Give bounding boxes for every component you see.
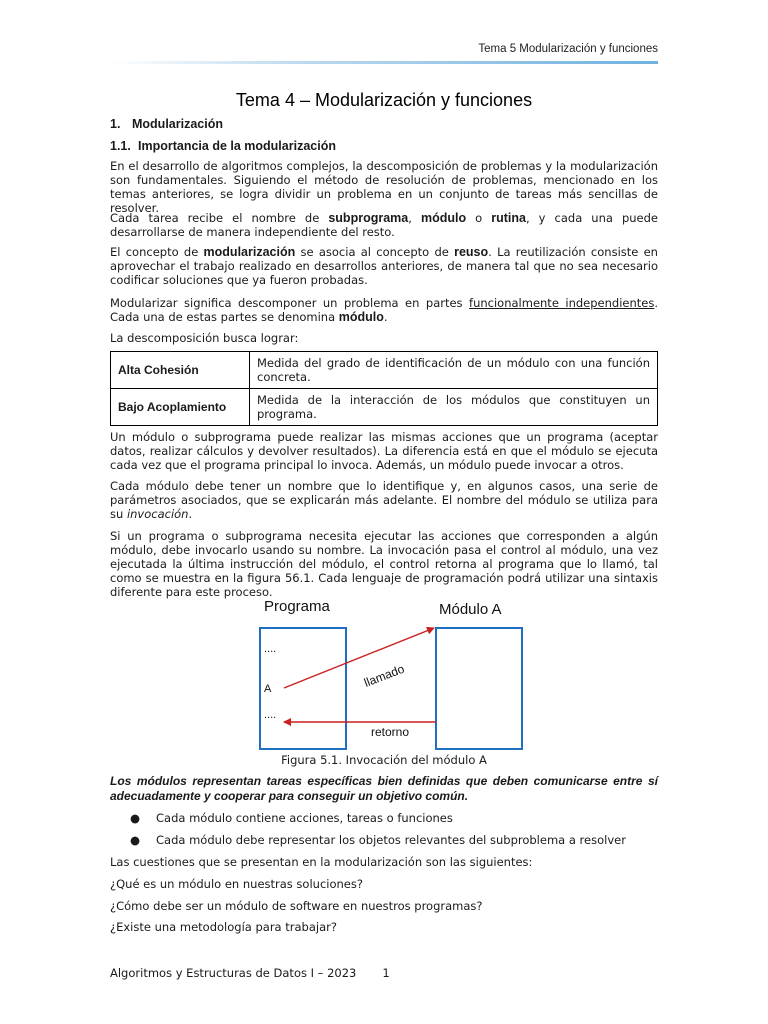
table-cell-description: Medida de la interacción de los módulos que constituyen un programa. [250, 389, 658, 426]
list-item [130, 811, 453, 825]
page-number: 1 [382, 966, 390, 980]
paragraph-module-name [110, 479, 658, 521]
paragraph-goals-intro [110, 331, 658, 345]
subsection-title: Importancia de la modularización [138, 139, 336, 153]
paragraph-reuse [110, 245, 658, 287]
dots-bottom: .... [264, 709, 277, 721]
keyword-reuso: reuso [454, 245, 489, 259]
call-arrow [284, 628, 434, 688]
list-item [130, 833, 626, 847]
page-title: Tema 4 – Modularización y funciones [235, 90, 533, 110]
keyword-rutina: rutina [491, 211, 526, 225]
keyword-modulo: módulo [338, 310, 384, 324]
program-label: Programa [264, 598, 330, 615]
invocation-diagram [248, 592, 538, 754]
list-item-text: Cada módulo debe representar los objetos relevantes del subproblema a resolver [156, 833, 626, 847]
text-run: , y cada una puede desarrollarse de manera independiente del resto. [110, 211, 659, 239]
header-rule [110, 61, 658, 64]
page-footer [110, 966, 390, 980]
section-title: Modularización [132, 117, 223, 131]
paragraph-text [110, 211, 658, 239]
goals-table-wrapper [110, 351, 658, 426]
questions-intro: Las cuestiones que se presentan en la modularización son las siguientes: [110, 855, 533, 869]
table-row [111, 389, 658, 426]
call-arrow-label: llamado [362, 661, 407, 690]
emphasis-statement: Los módulos representan tareas específicas bien definidas que deben comunicarse entre sí adecuadamente y cooperar para conseguir un objetivo común. [110, 774, 658, 803]
section-number: 1. [110, 117, 121, 131]
text-run: . La reutilización consiste en aprovechar el trabajo realizado en desarrollos anteriores, de manera tal que no sea necesario codificar soluciones que ya fueron probadas. [110, 245, 658, 287]
text-run: . Cada una de estas partes se denomina [110, 296, 658, 324]
question-item: ¿Qué es un módulo en nuestras soluciones? [110, 877, 363, 891]
paragraph-text: Si un programa o subprograma necesita ejecutar las acciones que corresponden a algún módulo, debe invocarlo usando su nombre. La invocación pasa el control al módulo, una vez ejecutada la última instrucción del módulo, el control retorna al programa que lo llamó, tal como se muestra en la figura 56.1. Cada lenguaje de programación podrá utilizar una sintaxis diferente para este proceso. [110, 529, 658, 599]
dots-top: .... [264, 643, 277, 655]
list-item-text: Cada módulo contiene acciones, tareas o funciones [156, 811, 453, 825]
text-run: se asocia al concepto de [295, 245, 455, 259]
table-cell-term: Alta Cohesión [111, 352, 250, 389]
bullet-marker: ● [130, 811, 141, 825]
question-item: ¿Existe una metodología para trabajar? [110, 920, 337, 934]
paragraph-invocation [110, 529, 658, 599]
text-run: Cada módulo debe tener un nombre que lo identifique y, en algunos casos, una serie de parámetros asociados, que se explicarán más adelante. El nombre del módulo se utiliza para su [110, 479, 658, 521]
subsection-heading-1-1 [110, 139, 658, 153]
text-run: Modularizar significa descomponer un problema en partes [110, 296, 470, 310]
keyword-modularizacion: modularización [203, 245, 296, 259]
return-arrow-label: retorno [371, 725, 410, 739]
footer-course: Algoritmos y Estructuras de Datos I – 2023 [110, 966, 357, 980]
paragraph-tasks [110, 211, 658, 239]
subsection-number: 1.1. [110, 139, 131, 153]
paragraph-text: La descomposición busca lograr: [110, 331, 299, 345]
goals-table [110, 351, 658, 426]
underlined-phrase: funcionalmente independientes [469, 296, 655, 310]
paragraph-text: Un módulo o subprograma puede realizar las mismas acciones que un programa (aceptar datos, realizar cálculos y devolver resultados). La diferencia está en que el módulo se ejecuta cada vez que el programa principal lo invoca. Además, un módulo puede invocar a otros. [110, 430, 658, 472]
paragraph-module-vs-program [110, 430, 658, 472]
text-run: . [188, 507, 193, 521]
paragraph-text [110, 479, 658, 521]
table-cell-term: Bajo Acoplamiento [111, 389, 250, 426]
paragraph-text [110, 296, 658, 324]
paragraph-text [110, 245, 658, 287]
section-heading-1 [110, 117, 658, 131]
text-run: o [466, 211, 492, 225]
figure-caption: Figura 5.1. Invocación del módulo A [281, 753, 487, 767]
paragraph-intro [110, 159, 658, 215]
module-label: Módulo A [439, 601, 502, 618]
italic-term: invocación [126, 507, 189, 521]
text-run: , [408, 211, 421, 225]
keyword-modulo: módulo [420, 211, 467, 225]
table-row [111, 352, 658, 389]
text-run: El concepto de [110, 245, 204, 259]
paragraph-modularize [110, 296, 658, 324]
running-header: Tema 5 Modularización y funciones [478, 43, 658, 55]
table-cell-description: Medida del grado de identificación de un módulo con una función concreta. [250, 352, 658, 389]
paragraph-text: En el desarrollo de algoritmos complejos, la descomposición de problemas y la modularización son fundamentales. Siguiendo el método de resolución de problemas, mencionado en los temas anteriores, se logra dividir un problema en un conjunto de tareas más sencillas de resolver. [110, 159, 658, 215]
keyword-subprograma: subprograma [328, 211, 409, 225]
question-item: ¿Cómo debe ser un módulo de software en nuestros programas? [110, 899, 483, 913]
text-run: Cada tarea recibe el nombre de [110, 211, 329, 225]
text-run: . [383, 310, 388, 324]
module-box [436, 628, 522, 749]
bullet-marker: ● [130, 833, 141, 847]
call-label: A [264, 683, 272, 695]
